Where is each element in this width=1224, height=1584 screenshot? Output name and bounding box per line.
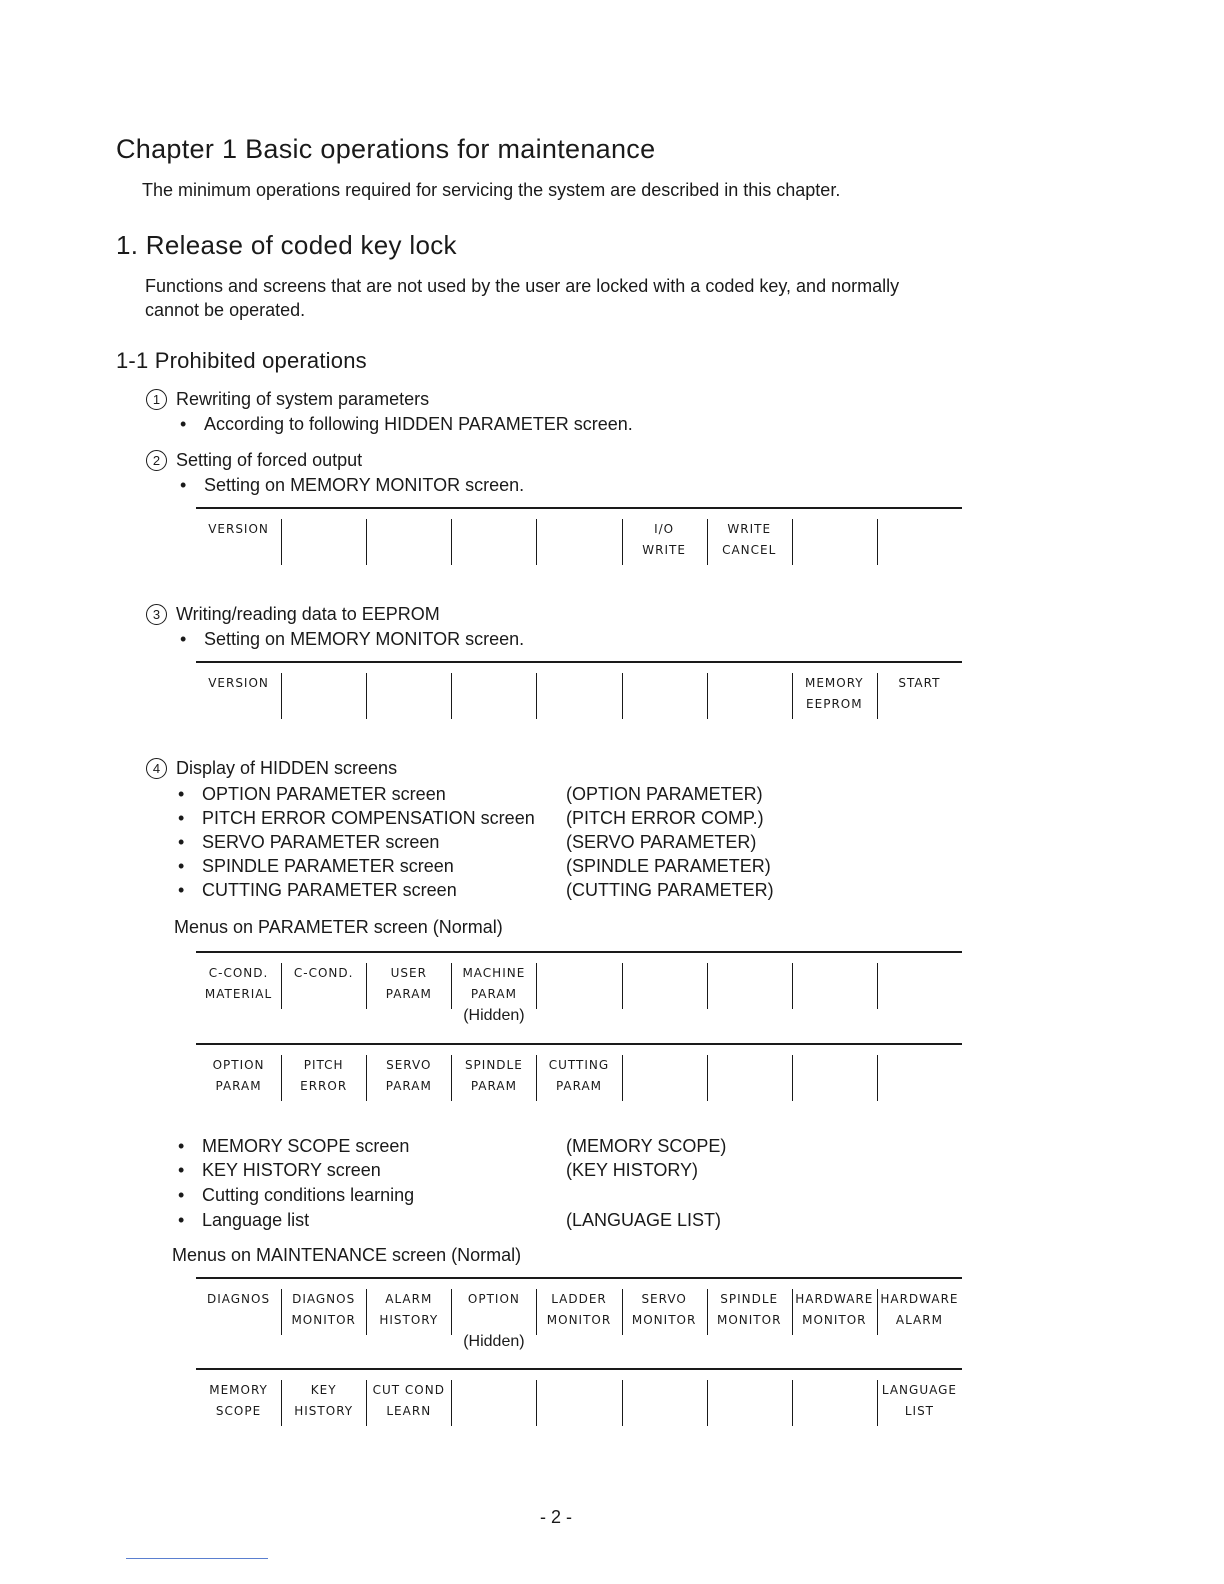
- softkey-label-line-2: [536, 694, 621, 715]
- softkey-label-line-1: [536, 519, 621, 540]
- softkey-divider: [877, 1380, 878, 1426]
- softkey-label-line-1: [877, 963, 962, 984]
- softkey-1[interactable]: [196, 1370, 281, 1436]
- softkey-label-line-1: LANGUAGE: [881, 1383, 957, 1397]
- softkey-divider: [877, 1289, 878, 1335]
- hidden-screen-1: • OPTION PARAMETER screen: [178, 784, 446, 804]
- softkey-label-line-1: WRITE: [727, 522, 772, 536]
- softkey-9[interactable]: [877, 1370, 962, 1436]
- softkey-label-line-2: PARAM: [385, 987, 432, 1001]
- softkey-5[interactable]: [536, 1370, 621, 1436]
- hidden-screen-2-code: (PITCH ERROR COMP.): [566, 808, 764, 828]
- other-screen-1-code: (MEMORY SCOPE): [566, 1136, 727, 1156]
- hidden-screen-3-code: (SERVO PARAMETER): [566, 832, 757, 852]
- softkey-label-line-2: MONITOR: [291, 1313, 356, 1327]
- softkey-3[interactable]: [366, 1045, 451, 1111]
- softkey-divider: [366, 1380, 367, 1426]
- softkey-label-line-2: MONITOR: [716, 1313, 782, 1327]
- softkey-5[interactable]: [536, 953, 621, 1019]
- softkey-label-line-2: HISTORY: [294, 1404, 354, 1418]
- softkey-2[interactable]: [281, 1279, 366, 1345]
- softkey-4[interactable]: [451, 1279, 536, 1350]
- softkey-divider: [536, 1289, 537, 1335]
- softkey-label-line-1: DIAGNOS: [206, 1292, 271, 1306]
- softkey-3[interactable]: [366, 953, 451, 1019]
- softkey-label-line-1: ALARM: [385, 1292, 433, 1306]
- softkey-label-line-1: SPINDLE: [720, 1292, 779, 1306]
- softkey-divider: [707, 1055, 708, 1101]
- softkey-7[interactable]: [707, 953, 792, 1019]
- softkey-label-line-1: MEMORY: [209, 1383, 268, 1397]
- softkey-label-line-1: [366, 673, 451, 694]
- softkey-3[interactable]: [366, 663, 451, 729]
- softkey-4[interactable]: [451, 1370, 536, 1436]
- softkey-9[interactable]: [877, 663, 962, 729]
- softkey-divider: [877, 673, 878, 719]
- softkey-8[interactable]: [792, 1279, 877, 1345]
- softkey-label-line-2: MATERIAL: [204, 987, 273, 1001]
- softkey-label-line-2: [451, 1401, 536, 1422]
- softkey-4[interactable]: [451, 663, 536, 729]
- softkey-label-line-2: [281, 694, 366, 715]
- softkey-label-line-1: [366, 519, 451, 540]
- softkey-label-line-2: WRITE: [642, 543, 686, 557]
- softkey-6[interactable]: [622, 1279, 707, 1345]
- circled-number-2: 2: [146, 450, 167, 471]
- hidden-screen-2: • PITCH ERROR COMPENSATION screen: [178, 808, 535, 828]
- softkey-label-line-1: CUTTING: [548, 1058, 610, 1072]
- softkey-7[interactable]: [707, 1279, 792, 1345]
- circled-number-3: 3: [146, 604, 167, 625]
- softkey-divider: [281, 519, 282, 565]
- softkey-divider: [792, 673, 793, 719]
- item-4: [146, 758, 397, 779]
- softkey-1[interactable]: [196, 509, 281, 575]
- softkey-2[interactable]: [281, 1045, 366, 1111]
- softkey-label-line-1: [792, 1055, 877, 1076]
- softkey-label-line-1: [281, 519, 366, 540]
- softkey-5[interactable]: [536, 1045, 621, 1111]
- softkey-2[interactable]: [281, 1370, 366, 1436]
- softkey-7[interactable]: [707, 1045, 792, 1111]
- softkey-label-line-1: [622, 1055, 707, 1076]
- softkey-label-line-2: [707, 1076, 792, 1097]
- circled-number-4: 4: [146, 758, 167, 779]
- softkey-7[interactable]: [707, 663, 792, 729]
- softkey-9[interactable]: [877, 953, 962, 1019]
- softkey-divider: [622, 963, 623, 1009]
- softkey-label-line-2: [366, 694, 451, 715]
- softkey-label-line-2: [536, 540, 621, 561]
- hidden-note: (Hidden): [463, 1333, 525, 1350]
- softkey-label-line-2: CANCEL: [722, 543, 777, 557]
- softkey-8[interactable]: [792, 1370, 877, 1436]
- softkey-label-line-1: [622, 673, 707, 694]
- softkey-label-line-1: [451, 519, 536, 540]
- softkey-3[interactable]: [366, 1279, 451, 1345]
- softkey-label-line-2: [196, 540, 281, 561]
- softkey-label-line-1: [792, 519, 877, 540]
- softkey-label-line-1: [622, 1380, 707, 1401]
- softkey-divider: [877, 963, 878, 1009]
- softkey-divider: [366, 519, 367, 565]
- item-2-bullet: • Setting on MEMORY MONITOR screen.: [180, 475, 525, 495]
- item-4-text: Display of HIDDEN screens: [176, 758, 398, 778]
- item-1-bullet: • According to following HIDDEN PARAMETER screen.: [180, 414, 633, 434]
- softkey-label-line-1: I/O: [654, 522, 675, 536]
- softkey-label-line-1: C-COND.: [293, 966, 354, 980]
- softkey-label-line-2: PARAM: [555, 1079, 603, 1093]
- menu-bar-parameter-1: [196, 951, 962, 1024]
- softkey-label-line-2: PARAM: [215, 1079, 262, 1093]
- softkey-label-line-2: ALARM: [895, 1313, 943, 1327]
- softkey-divider: [366, 963, 367, 1009]
- hidden-note: (Hidden): [463, 1007, 525, 1024]
- softkey-label-line-1: [707, 1380, 792, 1401]
- item-2: [146, 450, 362, 471]
- softkey-label-line-1: DIAGNOS: [292, 1292, 356, 1306]
- softkey-label-line-1: C-COND.: [208, 966, 269, 980]
- softkey-label-line-2: [792, 540, 877, 561]
- softkey-divider: [281, 1055, 282, 1101]
- other-screen-4: • Language list: [178, 1210, 310, 1230]
- softkey-label-line-2: [707, 1401, 792, 1422]
- softkey-divider: [366, 1289, 367, 1335]
- softkey-label-line-1: KEY: [310, 1383, 337, 1397]
- softkey-label-line-2: [792, 984, 877, 1005]
- softkey-divider: [366, 673, 367, 719]
- softkey-divider: [281, 1380, 282, 1426]
- softkey-2[interactable]: [281, 953, 366, 1019]
- softkey-label-line-2: [196, 694, 281, 715]
- softkey-label-line-2: PARAM: [470, 1079, 517, 1093]
- softkey-divider: [622, 1289, 623, 1335]
- softkey-label-line-1: [536, 1380, 621, 1401]
- softkey-divider: [536, 673, 537, 719]
- softkey-divider: [366, 1055, 367, 1101]
- softkey-label-line-1: [792, 963, 877, 984]
- softkey-label-line-2: [622, 1076, 707, 1097]
- softkey-5[interactable]: [536, 1279, 621, 1345]
- softkey-divider: [877, 519, 878, 565]
- softkey-4[interactable]: [451, 509, 536, 575]
- softkey-label-line-2: PARAM: [385, 1079, 432, 1093]
- softkey-label-line-1: [451, 673, 536, 694]
- softkey-label-line-1: PITCH: [303, 1058, 344, 1072]
- softkey-divider: [622, 519, 623, 565]
- softkey-label-line-2: LEARN: [386, 1404, 432, 1418]
- menu-bar-parameter-2: [196, 1043, 962, 1111]
- softkey-label-line-2: [196, 1310, 281, 1331]
- softkey-1[interactable]: [196, 953, 281, 1019]
- softkey-label-line-2: [877, 1076, 962, 1097]
- softkey-label-line-2: [451, 694, 536, 715]
- chapter-intro: The minimum operations required for servicing the system are described in this chapter.: [142, 180, 841, 200]
- softkey-divider: [707, 1380, 708, 1426]
- softkey-divider: [451, 1289, 452, 1335]
- softkey-divider: [281, 1289, 282, 1335]
- softkey-9[interactable]: [877, 1279, 962, 1345]
- softkey-label-line-1: [451, 1380, 536, 1401]
- softkey-label-line-2: [622, 694, 707, 715]
- softkey-7[interactable]: [707, 509, 792, 575]
- softkey-divider: [451, 673, 452, 719]
- other-screen-3: • Cutting conditions learning: [178, 1185, 415, 1205]
- softkey-divider: [792, 1380, 793, 1426]
- softkey-divider: [622, 1055, 623, 1101]
- softkey-divider: [792, 963, 793, 1009]
- item-1: [146, 389, 429, 410]
- softkey-label-line-2: [877, 984, 962, 1005]
- softkey-label-line-2: MONITOR: [631, 1313, 697, 1327]
- softkey-label-line-1: [877, 1055, 962, 1076]
- softkey-label-line-1: [707, 673, 792, 694]
- softkey-label-line-2: EEPROM: [806, 697, 863, 711]
- softkey-label-line-2: [792, 1401, 877, 1422]
- softkey-8[interactable]: [792, 1045, 877, 1111]
- softkey-9[interactable]: [877, 509, 962, 575]
- section-title: 1. Release of coded key lock: [116, 230, 457, 260]
- softkey-label-line-2: [536, 984, 621, 1005]
- softkey-label-line-2: [707, 694, 792, 715]
- softkey-label-line-1: SERVO: [386, 1058, 432, 1072]
- softkey-label-line-1: MACHINE: [462, 966, 526, 980]
- softkey-label-line-1: HARDWARE: [880, 1292, 959, 1306]
- item-2-text: Setting of forced output: [176, 450, 363, 470]
- softkey-divider: [707, 519, 708, 565]
- softkey-label-line-2: LIST: [904, 1404, 935, 1418]
- softkey-label-line-1: [707, 963, 792, 984]
- softkey-label-line-1: [536, 673, 621, 694]
- softkey-label-line-1: [622, 963, 707, 984]
- subsection-title: 1-1 Prohibited operations: [116, 348, 367, 373]
- softkey-label-line-1: HARDWARE: [795, 1292, 874, 1306]
- menu-bar-maintenance-2: [196, 1368, 962, 1436]
- softkey-divider: [622, 673, 623, 719]
- softkey-divider: [281, 673, 282, 719]
- softkey-label-line-1: SPINDLE: [464, 1058, 523, 1072]
- softkey-5[interactable]: [536, 509, 621, 575]
- menus-parameter-label: Menus on PARAMETER screen (Normal): [174, 917, 503, 937]
- softkey-label-line-1: USER: [390, 966, 427, 980]
- softkey-label-line-1: [877, 519, 962, 540]
- softkey-8[interactable]: [792, 663, 877, 729]
- softkey-6[interactable]: [622, 953, 707, 1019]
- hidden-screen-4-code: (SPINDLE PARAMETER): [566, 856, 771, 876]
- softkey-divider: [451, 963, 452, 1009]
- softkey-label-line-2: [536, 1401, 621, 1422]
- softkey-divider: [536, 519, 537, 565]
- hidden-screen-1-code: (OPTION PARAMETER): [566, 784, 763, 804]
- softkey-6[interactable]: [622, 663, 707, 729]
- page-number: - 2 -: [540, 1507, 573, 1527]
- hidden-screen-5-code: (CUTTING PARAMETER): [566, 880, 774, 900]
- section-intro-line-1: Functions and screens that are not used by the user are locked with a coded key, and normally: [145, 276, 900, 296]
- softkey-1[interactable]: [196, 663, 281, 729]
- item-3-bullet: • Setting on MEMORY MONITOR screen.: [180, 629, 525, 649]
- softkey-label-line-2: [622, 984, 707, 1005]
- softkey-label-line-1: CUT COND: [372, 1383, 445, 1397]
- softkey-label-line-1: [281, 673, 366, 694]
- softkey-label-line-1: [792, 1380, 877, 1401]
- menu-bar-maintenance-1: [196, 1277, 962, 1350]
- softkey-label-line-2: [451, 1310, 536, 1331]
- softkey-divider: [707, 1289, 708, 1335]
- softkey-label-line-1: SERVO: [641, 1292, 687, 1306]
- chapter-title: Chapter 1 Basic operations for maintenance: [116, 134, 656, 164]
- other-screen-2: • KEY HISTORY screen: [178, 1160, 381, 1180]
- item-1-text: Rewriting of system parameters: [176, 389, 430, 409]
- softkey-4[interactable]: [451, 1045, 536, 1111]
- softkey-label-line-1: [707, 1055, 792, 1076]
- softkey-divider: [451, 1380, 452, 1426]
- menu-bar-memory-monitor-eeprom: [196, 661, 962, 729]
- softkey-divider: [622, 1380, 623, 1426]
- softkey-label-line-2: SCOPE: [215, 1404, 262, 1418]
- hidden-screen-5: • CUTTING PARAMETER screen: [178, 880, 457, 900]
- circled-number-1: 1: [146, 389, 167, 410]
- hidden-screen-3: • SERVO PARAMETER screen: [178, 832, 440, 852]
- other-screen-1: • MEMORY SCOPE screen: [178, 1136, 410, 1156]
- softkey-divider: [792, 519, 793, 565]
- softkey-label-line-2: [877, 540, 962, 561]
- softkey-label-line-2: [877, 694, 962, 715]
- softkey-divider: [281, 963, 282, 1009]
- footer-rule: [126, 1558, 268, 1559]
- softkey-divider: [707, 963, 708, 1009]
- softkey-label-line-2: PARAM: [470, 987, 517, 1001]
- softkey-2[interactable]: [281, 663, 366, 729]
- softkey-label-line-2: [366, 540, 451, 561]
- softkey-label-line-1: MEMORY: [805, 676, 864, 690]
- softkey-2[interactable]: [281, 509, 366, 575]
- softkey-label-line-2: [451, 540, 536, 561]
- softkey-divider: [536, 1055, 537, 1101]
- softkey-divider: [451, 1055, 452, 1101]
- softkey-3[interactable]: [366, 1370, 451, 1436]
- softkey-divider: [792, 1055, 793, 1101]
- softkey-label-line-1: LADDER: [551, 1292, 607, 1306]
- softkey-7[interactable]: [707, 1370, 792, 1436]
- section-intro-line-2: cannot be operated.: [145, 300, 306, 320]
- softkey-label-line-2: [707, 984, 792, 1005]
- softkey-label-line-1: START: [898, 676, 941, 690]
- softkey-label-line-1: VERSION: [208, 522, 269, 536]
- softkey-divider: [707, 673, 708, 719]
- menu-bar-memory-monitor-io: [196, 507, 962, 575]
- softkey-9[interactable]: [877, 1045, 962, 1111]
- softkey-label-line-1: OPTION: [467, 1292, 520, 1306]
- softkey-label-line-2: [622, 1401, 707, 1422]
- softkey-label-line-2: [281, 540, 366, 561]
- softkey-label-line-2: MONITOR: [546, 1313, 612, 1327]
- softkey-label-line-1: OPTION: [212, 1058, 265, 1072]
- softkey-6[interactable]: [622, 509, 707, 575]
- item-3-text: Writing/reading data to EEPROM: [176, 604, 440, 624]
- softkey-label-line-1: [536, 963, 621, 984]
- softkey-5[interactable]: [536, 663, 621, 729]
- softkey-label-line-2: ERROR: [300, 1079, 348, 1093]
- softkey-divider: [536, 1380, 537, 1426]
- softkey-label-line-2: MONITOR: [802, 1313, 867, 1327]
- softkey-8[interactable]: [792, 953, 877, 1019]
- item-3: [146, 604, 440, 625]
- softkey-divider: [536, 963, 537, 1009]
- softkey-1[interactable]: [196, 1045, 281, 1111]
- menus-maintenance-label: Menus on MAINTENANCE screen (Normal): [172, 1245, 522, 1265]
- softkey-label-line-2: HISTORY: [379, 1313, 439, 1327]
- softkey-6[interactable]: [622, 1045, 707, 1111]
- softkey-3[interactable]: [366, 509, 451, 575]
- softkey-4[interactable]: [451, 953, 536, 1024]
- hidden-screen-4: • SPINDLE PARAMETER screen: [178, 856, 454, 876]
- softkey-6[interactable]: [622, 1370, 707, 1436]
- softkey-label-line-2: [281, 984, 366, 1005]
- softkey-label-line-1: VERSION: [208, 676, 269, 690]
- softkey-divider: [877, 1055, 878, 1101]
- softkey-8[interactable]: [792, 509, 877, 575]
- softkey-label-line-2: [792, 1076, 877, 1097]
- softkey-divider: [792, 1289, 793, 1335]
- other-screen-2-code: (KEY HISTORY): [566, 1160, 699, 1180]
- softkey-1[interactable]: [196, 1279, 281, 1345]
- other-screen-4-code: (LANGUAGE LIST): [566, 1210, 722, 1230]
- softkey-divider: [451, 519, 452, 565]
